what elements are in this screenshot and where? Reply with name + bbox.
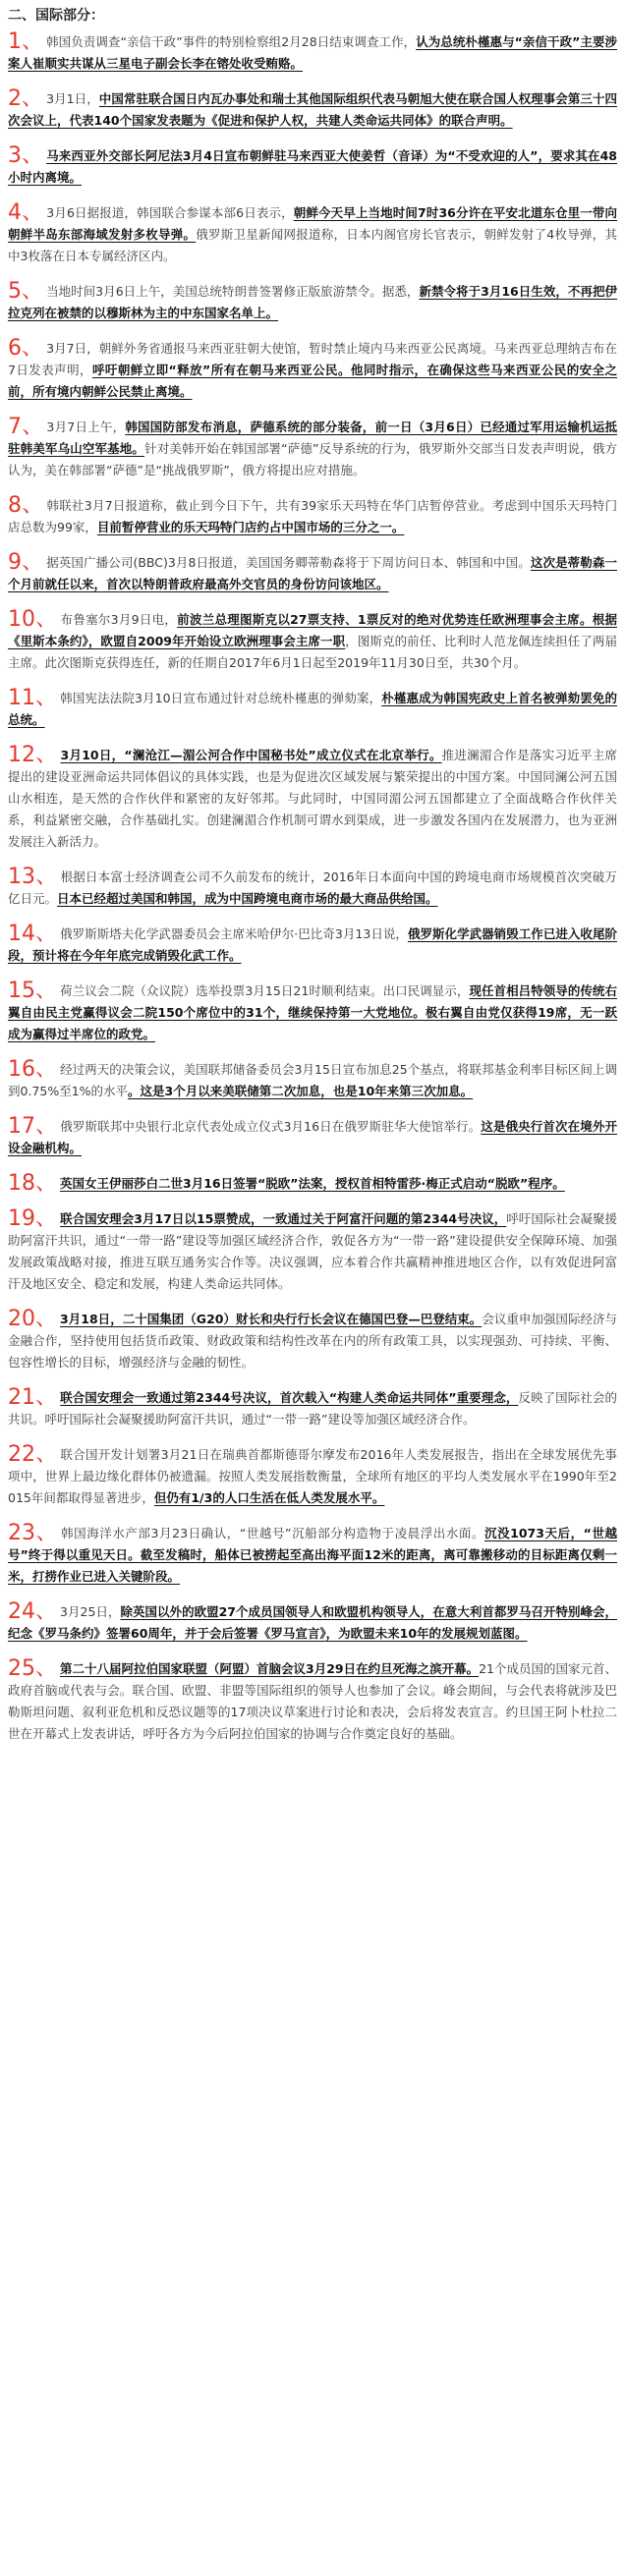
highlighted-text: 3月10日，“澜沧江—湄公河合作中国秘书处”成立仪式在北京举行。	[60, 748, 442, 762]
news-list	[8, 31, 617, 1745]
body-text: 据英国广播公司(BBC)3月8日报道，美国国务卿蒂勒森将于下周访问日本、韩国和中国。	[46, 555, 531, 570]
body-text: 韩国宪法法院3月10日宣布通过针对总统朴槿惠的弹劾案，	[60, 691, 382, 705]
news-item	[8, 281, 617, 324]
news-item-number: 15、	[8, 979, 58, 1003]
highlighted-text: 但仍有1/3的人口生活在低人类发展水平。	[153, 1490, 385, 1505]
news-item	[8, 338, 617, 403]
body-text: 21个成员国的国家元首、政府首脑或代表与会。联合国、欧盟、非盟等国际组织的领导人也参加了会议。峰会期间，与会代表将就涉及巴勒斯坦问题、叙利亚危机和反恐议题等的17项决议草案进行讨论和表决，会后将发表宣言。约旦国王阿卜杜拉二世在开幕式上发表讲话，呼吁各方为今后阿拉伯国家的协调与合作奠定良好的基础。	[8, 1661, 618, 1741]
news-item-number: 9、	[8, 550, 44, 575]
news-item	[8, 1208, 617, 1295]
body-text: 韩联社3月7日报道称，截止到今日下午，共有39家乐天玛特在华门店暂停营业。考虑到中国乐天玛特门店总数为99家，	[8, 498, 617, 534]
highlighted-text: 朴槿惠成为韩国宪政史上首名被弹劾罢免的总统。	[8, 691, 617, 727]
news-item	[8, 609, 617, 674]
body-text: 呼吁国际社会凝聚援助阿富汗共识，通过“一带一路”建设等加强区域经济合作，敦促各方为“一带一路”建设提供安全保障环境、加强发展政策战略对接，推进互联互通务实合作等。决议强调，应本着合作共赢精神推进地区合作，以有效促进阿富汗及地区安全、稳定和发展，构建人类命运共同体。	[8, 1211, 618, 1291]
news-item-number: 22、	[8, 1442, 58, 1467]
highlighted-text: 目前暂停营业的乐天玛特门店约占中国市场的三分之一。	[96, 520, 405, 534]
news-item-number: 21、	[8, 1385, 58, 1410]
body-text: 俄罗斯联邦中央银行北京代表处成立仪式3月16日在俄罗斯驻华大使馆举行。	[60, 1119, 482, 1134]
news-item-number: 8、	[8, 493, 44, 518]
news-item	[8, 688, 617, 731]
news-item	[8, 1173, 617, 1195]
body-text: 联合国开发计划署3月21日在瑞典首都斯德哥尔摩发布2016年人类发展报告，指出在全球发展优先事项中，世界上最边缘化群体仍被遗漏。按照人类发展指数衡量，全球所有地区的平均人类发展水平在1990年至2015年间都取得显著进步，	[8, 1447, 617, 1505]
highlighted-text: 呼吁朝鲜立即“释放”所有在朝马来西亚公民。他同时指示，在确保这些马来西亚公民的安全之前，所有境内朝鲜公民禁止离境。	[8, 363, 617, 399]
news-item	[8, 88, 617, 132]
news-item	[8, 1523, 617, 1588]
news-item	[8, 867, 617, 910]
body-text: 经过两天的决策会议，美国联邦储备委员会3月15日宣布加息25个基点，将联邦基金利率目标区间上调到0.75%至1%的水平	[8, 1062, 617, 1098]
body-text: 俄罗斯卫星新闻网报道称，日本内阁官房长官表示，朝鲜发射了4枚导弹，其中3枚落在日本专属经济区内。	[8, 227, 617, 263]
highlighted-text: 沉没1073天后，“世越号”终于得以重见天日。截至发稿时，船体已被捞起至高出海平面12米的距离，离可靠搬移动的目标距离仅剩一米，打捞作业已进入关键阶段。	[8, 1526, 618, 1584]
news-item-number: 18、	[8, 1171, 57, 1196]
highlighted-text: 朝鲜今天早上当地时间7时36分许在平安北道东仓里一带向朝鲜半岛东部海域发射多枚导弹。	[8, 205, 617, 242]
body-text: 3月7日上午，	[46, 420, 126, 434]
news-item-number: 1、	[8, 29, 44, 54]
news-item-number: 23、	[8, 1521, 59, 1545]
news-item	[8, 980, 617, 1045]
highlighted-text: 韩国国防部发布消息，萨德系统的部分装备，前一日（3月6日）已经通过军用运输机运抵驻韩美军乌山空军基地。	[8, 420, 618, 456]
news-item-number: 10、	[8, 607, 58, 632]
highlighted-text: 认为总统朴槿惠与“亲信干政”主要涉案人崔顺实共谋从三星电子副会长李在镕处收受贿赂。	[8, 34, 618, 71]
body-text: 俄罗斯斯塔夫化学武器委员会主席米哈伊尔·巴比奇3月13日说，	[60, 926, 408, 941]
highlighted-text: 联合国安理会3月17日以15票赞成，一致通过关于阿富汗问题的第2344号决议，	[60, 1211, 507, 1226]
highlighted-text: 第二十八届阿拉伯国家联盟（阿盟）首脑会议3月29日在约旦死海之滨开幕。	[60, 1661, 480, 1676]
news-item-number: 25、	[8, 1656, 57, 1681]
news-item-number: 13、	[8, 865, 58, 889]
news-item	[8, 495, 617, 538]
section-title: 二、国际部分：	[8, 8, 104, 24]
body-text: 韩国负责调查“亲信干政”事件的特别检察组2月28日结束调查工作，	[46, 34, 417, 49]
news-item	[8, 552, 617, 595]
body-text: 当地时间3月6日上午，美国总统特朗普签署修正版旅游禁令。据悉，	[46, 284, 420, 299]
news-item	[8, 145, 617, 189]
body-text: 根据日本富士经济调查公司不久前发布的统计，2016年日本面向中国的跨境电商市场规模首次突破万亿日元。	[8, 869, 617, 906]
highlighted-text: 现任首相吕特领导的传统右翼自由民主党赢得议会二院150个席位中的31个，继续保持第一大党地位。极右翼自由党仅获得19席，无一跃成为赢得过半席位的政党。	[8, 983, 617, 1041]
highlighted-text: 前波兰总理图斯克以27票支持、1票反对的绝对优势连任欧洲理事会主席。根据《里斯本条约》，欧盟自2009年开始设立欧洲理事会主席一职	[8, 612, 617, 648]
highlighted-text: 英国女王伊丽莎白二世3月16日签署“脱欧”法案，授权首相特雷莎·梅正式启动“脱欧”程序。	[60, 1176, 565, 1191]
body-text: 针对美韩开始在韩国部署“萨德”反导系统的行为，俄罗斯外交部当日发表声明说，俄方认为，美在韩部署“萨德”是“挑战俄罗斯”，俄方将提出应对措施。	[8, 441, 617, 477]
body-text: 3月25日，	[60, 1604, 121, 1619]
highlighted-text: 这次是蒂勒森一个月前就任以来，首次以特朗普政府最高外交官员的身份访问该地区。	[8, 555, 617, 591]
highlighted-text: 这是俄央行首次在境外开设金融机构。	[8, 1119, 617, 1155]
news-item-number: 2、	[8, 86, 44, 111]
body-text: 推进澜湄合作是落实习近平主席提出的建设亚洲命运共同体倡议的具体实践，也是为促进次区域发展与繁荣提出的中国方案。中国同澜公河五国山水相连，是天然的合作伙伴和紧密的友好邻邦。与此同时，中国同湄公河五国都建立了全面战略合作伙伴关系，利益紧密交融，合作基础扎实。创建澜湄合作机制可谓水到渠成，进一步激发各国内在发展潜力，也为亚洲发展注入新活力。	[8, 748, 617, 849]
highlighted-text: 新禁令将于3月16日生效，不再把伊拉克列在被禁的以穆斯林为主的中东国家名单上。	[8, 284, 617, 320]
news-item	[8, 924, 617, 967]
news-item	[8, 202, 617, 267]
news-item-number: 7、	[8, 415, 44, 439]
body-text: 布鲁塞尔3月9日电，	[60, 612, 178, 627]
news-item-number: 6、	[8, 336, 44, 361]
news-item-number: 24、	[8, 1599, 58, 1624]
highlighted-text: 俄罗斯化学武器销毁工作已进入收尾阶段，预计将在今年年底完成销毁化武工作。	[8, 926, 617, 963]
body-text: 3月7日，朝鲜外务省通报马来西亚驻朝大使馆，暂时禁止境内马来西亚公民离境。马来西亚总理纳吉布在7日发表声明，	[8, 341, 617, 377]
highlighted-text: 联合国安理会一致通过第2344号决议，首次载入“构建人类命运共同体”重要理念，	[60, 1390, 519, 1405]
highlighted-text: 3月18日，二十国集团（G20）财长和央行行长会议在德国巴登—巴登结束。	[60, 1312, 483, 1326]
body-text: 韩国海洋水产部3月23日确认，“世越号”沉船部分构造物于凌晨浮出水面。	[61, 1526, 485, 1540]
news-item	[8, 1059, 617, 1102]
body-text: 反映了国际社会的共识。呼吁国际社会凝聚援助阿富汗共识，通过“一带一路”建设等加强区域经济合作。	[8, 1390, 617, 1427]
news-item-number: 11、	[8, 686, 58, 710]
news-item	[8, 1444, 617, 1509]
highlighted-text: 除英国以外的欧盟27个成员国领导人和欧盟机构领导人，在意大利首都罗马召开特别峰会，纪念《罗马条约》签署60周年，并于会后签署《罗马宣言》，为欧盟未来10年的发展规划蓝图。	[8, 1604, 618, 1641]
highlighted-text: 日本已经超过美国和韩国，成为中国跨境电商市场的最大商品供给国。	[57, 891, 438, 906]
news-item-number: 14、	[8, 922, 58, 946]
highlighted-text: 。这是3个月以来美联储第二次加息，也是10年来第三次加息。	[128, 1084, 474, 1098]
body-text: 3月1日，	[46, 91, 99, 106]
news-item-number: 4、	[8, 200, 44, 225]
news-item-number: 5、	[8, 279, 44, 304]
news-item-number: 3、	[8, 143, 44, 168]
body-text: 荷兰议会二院（众议院）选举投票3月15日21时顺利结束。出口民调显示，	[60, 983, 470, 998]
body-text: 会议重申加强国际经济与金融合作，坚持使用包括货币政策、财政政策和结构性改革在内的所有政策工具，以实现强劲、可持续、平衡、包容性增长的目标，增强经济与金融的韧性。	[8, 1312, 617, 1370]
body-text: 3月6日据报道，韩国联合参谋本部6日表示，	[46, 205, 294, 220]
news-item-number: 20、	[8, 1307, 58, 1331]
news-item	[8, 1387, 617, 1430]
news-item-number: 16、	[8, 1057, 58, 1082]
news-item	[8, 745, 617, 853]
body-text: ，图斯克的前任、比利时人范龙佩连续担任了两届主席。此次图斯克获得连任，新的任期自2017年6月1日起至2019年11月30日至，共30个月。	[8, 634, 617, 670]
news-item	[8, 1601, 617, 1645]
highlighted-text: 中国常驻联合国日内瓦办事处和瑞士其他国际组织代表马朝旭大使在联合国人权理事会第三十四次会议上，代表140个国家发表题为《促进和保护人权，共建人类命运共同体》的联合声明。	[8, 91, 618, 128]
news-item-number: 19、	[8, 1206, 58, 1231]
news-item-number: 17、	[8, 1114, 58, 1139]
news-item	[8, 31, 617, 75]
news-item	[8, 1116, 617, 1159]
news-item	[8, 1658, 617, 1745]
news-item	[8, 1309, 617, 1373]
news-item	[8, 417, 617, 481]
highlighted-text: 马来西亚外交部长阿尼法3月4日宣布朝鲜驻马来西亚大使姜哲（音译）为“不受欢迎的人”，要求其在48小时内离境。	[8, 148, 617, 185]
news-item-number: 12、	[8, 743, 58, 767]
